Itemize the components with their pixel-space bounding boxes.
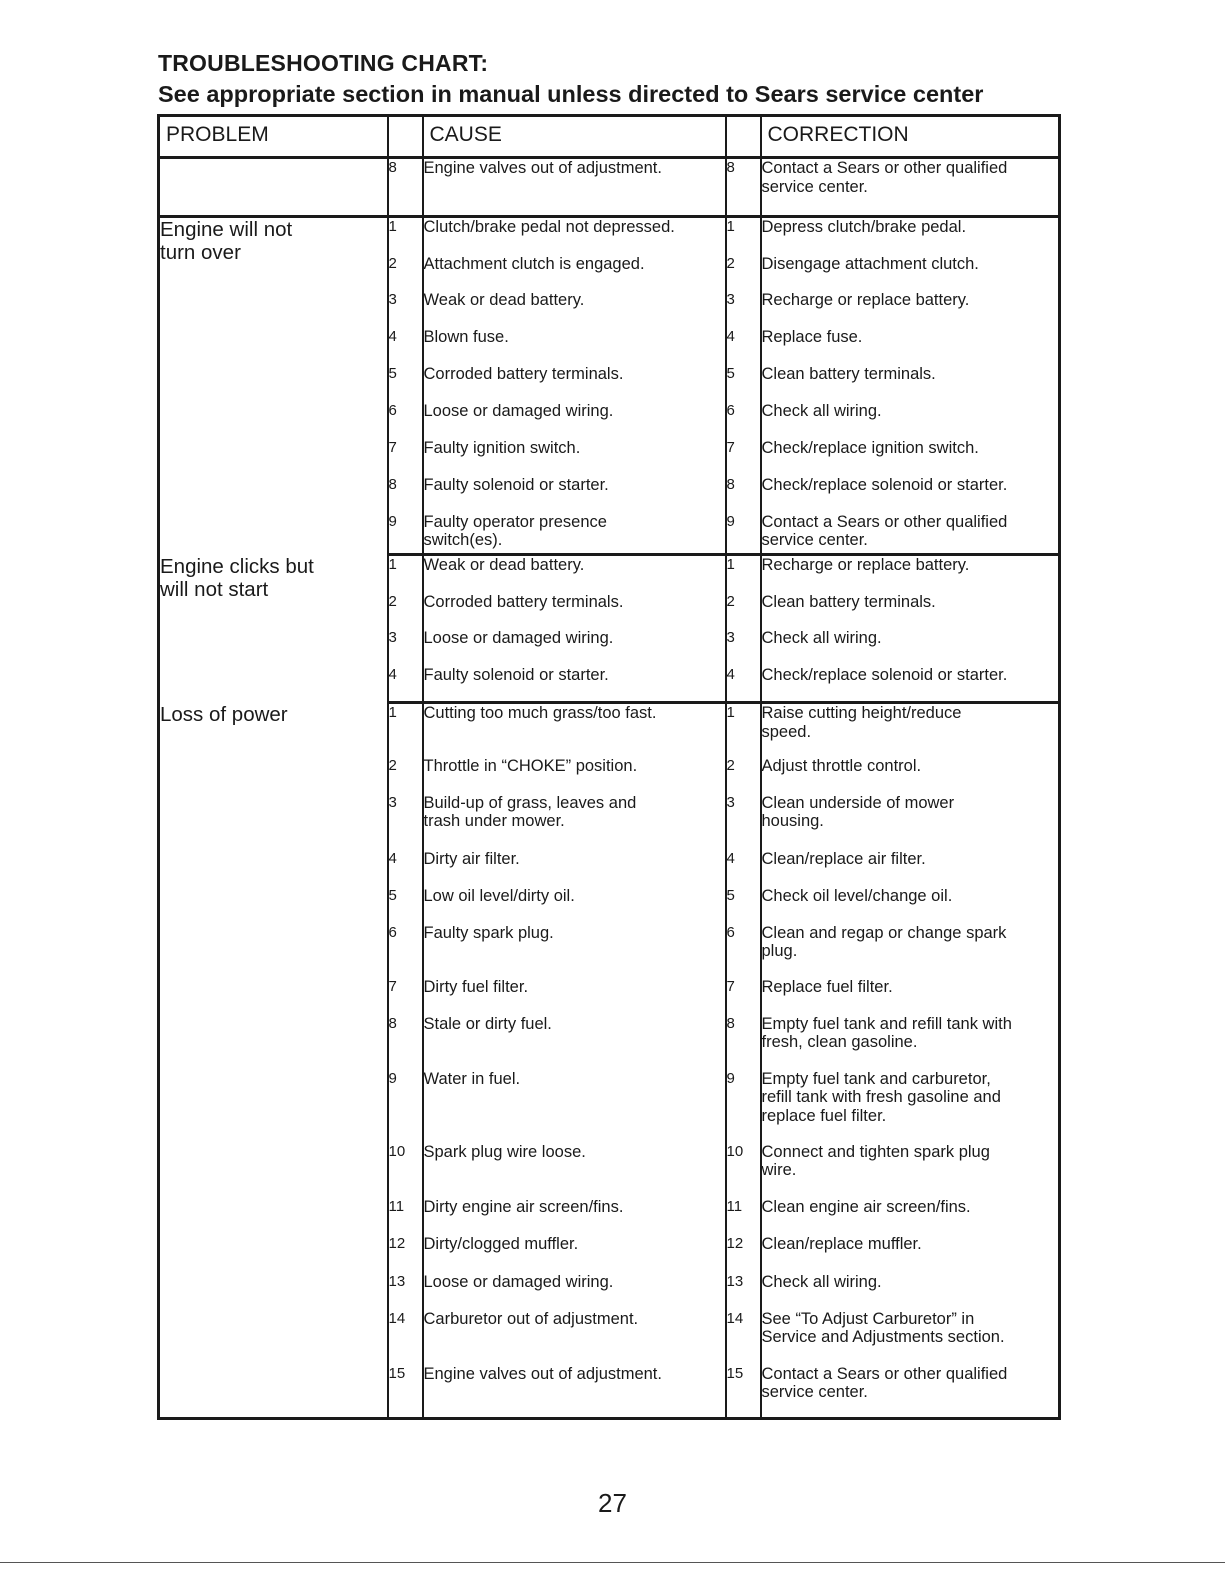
cause-text: Corroded battery terminals. (423, 365, 726, 402)
correction-number: 7 (726, 439, 761, 476)
cause-number: 13 (388, 1273, 423, 1310)
cause-number: 7 (388, 439, 423, 476)
correction-number: 12 (726, 1235, 761, 1273)
cause-text: Faulty solenoid or starter. (423, 666, 726, 703)
correction-number-column-header (726, 116, 761, 158)
cause-number: 2 (388, 255, 423, 291)
cause-number: 14 (388, 1310, 423, 1365)
table-header-row (159, 116, 1060, 158)
cause-text: Dirty air filter. (423, 850, 726, 887)
cause-text: Throttle in “CHOKE” position. (423, 757, 726, 794)
cause-text: Engine valves out of adjustment. (423, 158, 726, 217)
problem-column-header: PROBLEM (159, 116, 388, 158)
cause-number: 11 (388, 1198, 423, 1235)
cause-number-column-header (388, 116, 423, 158)
cause-number: 3 (388, 291, 423, 328)
correction-text: Raise cutting height/reduce speed. (761, 703, 1060, 757)
cause-text: Cutting too much grass/too fast. (423, 703, 726, 757)
correction-text: Check oil level/change oil. (761, 887, 1060, 924)
correction-text: Empty fuel tank and carburetor, refill tank with fresh gasoline and replace fuel filter. (761, 1070, 1060, 1143)
correction-text: Recharge or replace battery. (761, 291, 1060, 328)
cause-text: Dirty fuel filter. (423, 978, 726, 1015)
correction-text: Contact a Sears or other qualified service center. (761, 513, 1060, 555)
cause-number: 8 (388, 1015, 423, 1070)
problem-cell: Loss of power (159, 703, 388, 1419)
problem-cell: Engine will not turn over (159, 217, 388, 555)
correction-text: Adjust throttle control. (761, 757, 1060, 794)
page-number: 27 (598, 1488, 627, 1518)
cause-text: Loose or damaged wiring. (423, 1273, 726, 1310)
table-row (159, 555, 1060, 593)
cause-number: 1 (388, 555, 423, 593)
correction-number: 8 (726, 158, 761, 217)
correction-number: 13 (726, 1273, 761, 1310)
cause-text: Attachment clutch is engaged. (423, 255, 726, 291)
correction-number: 11 (726, 1198, 761, 1235)
correction-text: Disengage attachment clutch. (761, 255, 1060, 291)
correction-text: Check all wiring. (761, 402, 1060, 439)
cause-text: Low oil level/dirty oil. (423, 887, 726, 924)
cause-number: 2 (388, 593, 423, 629)
correction-number: 7 (726, 978, 761, 1015)
cause-text: Corroded battery terminals. (423, 593, 726, 629)
correction-number: 15 (726, 1365, 761, 1419)
correction-number: 2 (726, 255, 761, 291)
correction-text: Check/replace solenoid or starter. (761, 476, 1060, 513)
cause-text: Carburetor out of adjustment. (423, 1310, 726, 1365)
correction-number: 1 (726, 217, 761, 255)
cause-text: Dirty/clogged muffler. (423, 1235, 726, 1273)
cause-number: 9 (388, 1070, 423, 1143)
cause-text: Faulty ignition switch. (423, 439, 726, 476)
correction-number: 4 (726, 666, 761, 703)
cause-number: 12 (388, 1235, 423, 1273)
cause-number: 9 (388, 513, 423, 555)
correction-text: Check/replace solenoid or starter. (761, 666, 1060, 703)
correction-number: 10 (726, 1143, 761, 1198)
correction-text: Replace fuel filter. (761, 978, 1060, 1015)
correction-number: 6 (726, 924, 761, 978)
cause-text: Clutch/brake pedal not depressed. (423, 217, 726, 255)
cause-text: Spark plug wire loose. (423, 1143, 726, 1198)
correction-text: Check/replace ignition switch. (761, 439, 1060, 476)
correction-number: 8 (726, 1015, 761, 1070)
troubleshooting-table (157, 114, 1061, 1420)
correction-text: Check all wiring. (761, 1273, 1060, 1310)
correction-number: 1 (726, 703, 761, 757)
correction-column-header: CORRECTION (761, 116, 1060, 158)
cause-number: 3 (388, 794, 423, 850)
problem-cell: Engine clicks but will not start (159, 555, 388, 703)
correction-text: Clean underside of mower housing. (761, 794, 1060, 850)
cause-number: 1 (388, 217, 423, 255)
correction-text: Empty fuel tank and refill tank with fresh, clean gasoline. (761, 1015, 1060, 1070)
correction-text: Replace fuse. (761, 328, 1060, 365)
cause-number: 1 (388, 703, 423, 757)
correction-text: Recharge or replace battery. (761, 555, 1060, 593)
cause-number: 3 (388, 629, 423, 666)
correction-number: 3 (726, 629, 761, 666)
cause-number: 4 (388, 666, 423, 703)
cause-number: 2 (388, 757, 423, 794)
correction-number: 2 (726, 593, 761, 629)
correction-text: Contact a Sears or other qualified service center. (761, 1365, 1060, 1419)
cause-number: 8 (388, 476, 423, 513)
correction-text: Clean/replace air filter. (761, 850, 1060, 887)
cause-text: Blown fuse. (423, 328, 726, 365)
correction-number: 4 (726, 328, 761, 365)
cause-text: Faulty operator presence switch(es). (423, 513, 726, 555)
cause-text: Faulty spark plug. (423, 924, 726, 978)
correction-number: 9 (726, 1070, 761, 1143)
correction-text: Check all wiring. (761, 629, 1060, 666)
correction-text: Clean battery terminals. (761, 365, 1060, 402)
correction-number: 5 (726, 365, 761, 402)
cause-number: 7 (388, 978, 423, 1015)
correction-number: 9 (726, 513, 761, 555)
cause-text: Weak or dead battery. (423, 555, 726, 593)
correction-number: 3 (726, 291, 761, 328)
correction-number: 6 (726, 402, 761, 439)
problem-cell (159, 158, 388, 217)
correction-text: Clean/replace muffler. (761, 1235, 1060, 1273)
correction-text: Clean and regap or change spark plug. (761, 924, 1060, 978)
table-row (159, 217, 1060, 255)
table-row (159, 158, 1060, 217)
cause-text: Build-up of grass, leaves and trash under mower. (423, 794, 726, 850)
cause-text: Dirty engine air screen/fins. (423, 1198, 726, 1235)
correction-number: 5 (726, 887, 761, 924)
cause-text: Water in fuel. (423, 1070, 726, 1143)
cause-text: Faulty solenoid or starter. (423, 476, 726, 513)
correction-text: Depress clutch/brake pedal. (761, 217, 1060, 255)
cause-number: 8 (388, 158, 423, 217)
cause-number: 15 (388, 1365, 423, 1419)
cause-text: Stale or dirty fuel. (423, 1015, 726, 1070)
correction-text: Connect and tighten spark plug wire. (761, 1143, 1060, 1198)
correction-number: 2 (726, 757, 761, 794)
table-body (159, 158, 1060, 1419)
cause-text: Engine valves out of adjustment. (423, 1365, 726, 1419)
cause-number: 4 (388, 328, 423, 365)
chart-subtitle: See appropriate section in manual unless directed to Sears service center (158, 81, 984, 107)
correction-text: Clean engine air screen/fins. (761, 1198, 1060, 1235)
cause-text: Loose or damaged wiring. (423, 629, 726, 666)
correction-number: 1 (726, 555, 761, 593)
correction-text: See “To Adjust Carburetor” in Service and Adjustments section. (761, 1310, 1060, 1365)
cause-number: 4 (388, 850, 423, 887)
chart-title: TROUBLESHOOTING CHART: (158, 50, 489, 76)
correction-number: 14 (726, 1310, 761, 1365)
correction-text: Clean battery terminals. (761, 593, 1060, 629)
correction-number: 4 (726, 850, 761, 887)
cause-number: 5 (388, 887, 423, 924)
cause-number: 6 (388, 402, 423, 439)
table-row (159, 703, 1060, 757)
correction-number: 3 (726, 794, 761, 850)
bottom-rule (0, 1562, 1225, 1563)
cause-text: Loose or damaged wiring. (423, 402, 726, 439)
cause-column-header: CAUSE (423, 116, 726, 158)
cause-number: 6 (388, 924, 423, 978)
correction-text: Contact a Sears or other qualified service center. (761, 158, 1060, 217)
cause-number: 10 (388, 1143, 423, 1198)
cause-number: 5 (388, 365, 423, 402)
cause-text: Weak or dead battery. (423, 291, 726, 328)
correction-number: 8 (726, 476, 761, 513)
